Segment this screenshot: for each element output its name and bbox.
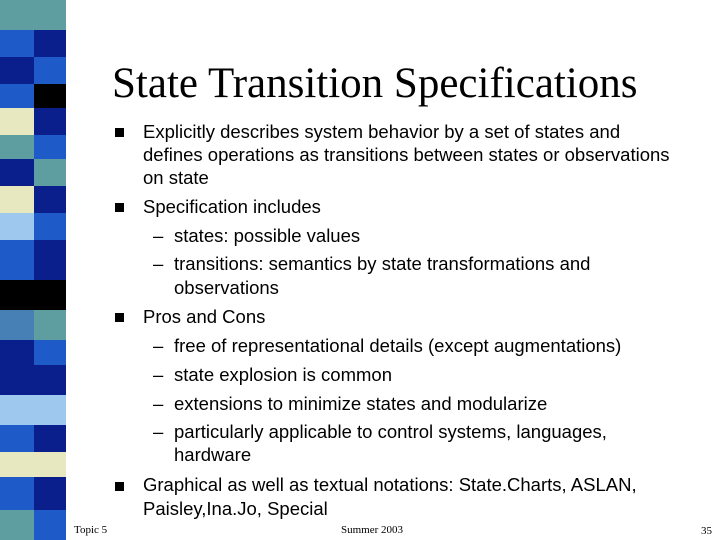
sub-bullet-text: transitions: semantics by state transformations and — [174, 253, 591, 274]
bullet-text: defines operations as transitions between states or observations — [143, 144, 670, 165]
footer-topic: Topic 5 — [74, 524, 108, 536]
sub-bullet-dash: – — [153, 393, 164, 414]
sub-bullet-dash: – — [153, 335, 164, 356]
bullet-marker — [115, 482, 124, 491]
bullet-marker — [115, 313, 124, 322]
bullet-text: Pros and Cons — [143, 306, 266, 327]
bullet-text: Graphical as well as textual notations: State.Charts, ASLAN, — [143, 474, 637, 495]
slide-number: 35 — [701, 525, 712, 537]
sub-bullet-text: hardware — [174, 444, 252, 465]
bullet-text: Paisley,Ina.Jo, Special — [143, 498, 328, 519]
bullet-text: Specification includes — [143, 196, 321, 217]
sub-bullet-text: states: possible values — [174, 225, 361, 246]
sub-bullet-text: free of representational details (except augmentations) — [174, 335, 622, 356]
bullet-marker — [115, 128, 124, 137]
bullet-marker — [115, 203, 124, 212]
sub-bullet-text: observations — [174, 277, 279, 298]
slide-title: State Transition Specifications — [112, 60, 638, 107]
bullet-text: Explicitly describes system behavior by a set of states and — [143, 121, 621, 142]
sub-bullet-dash: – — [153, 421, 164, 442]
sub-bullet-text: particularly applicable to control systems, languages, — [174, 421, 607, 442]
bullet-text: on state — [143, 167, 209, 188]
footer-date: Summer 2003 — [341, 524, 404, 536]
sub-bullet-dash: – — [153, 225, 164, 246]
sub-bullet-text: extensions to minimize states and modularize — [174, 393, 548, 414]
sub-bullet-dash: – — [153, 253, 164, 274]
sub-bullet-dash: – — [153, 364, 164, 385]
sub-bullet-text: state explosion is common — [174, 364, 392, 385]
